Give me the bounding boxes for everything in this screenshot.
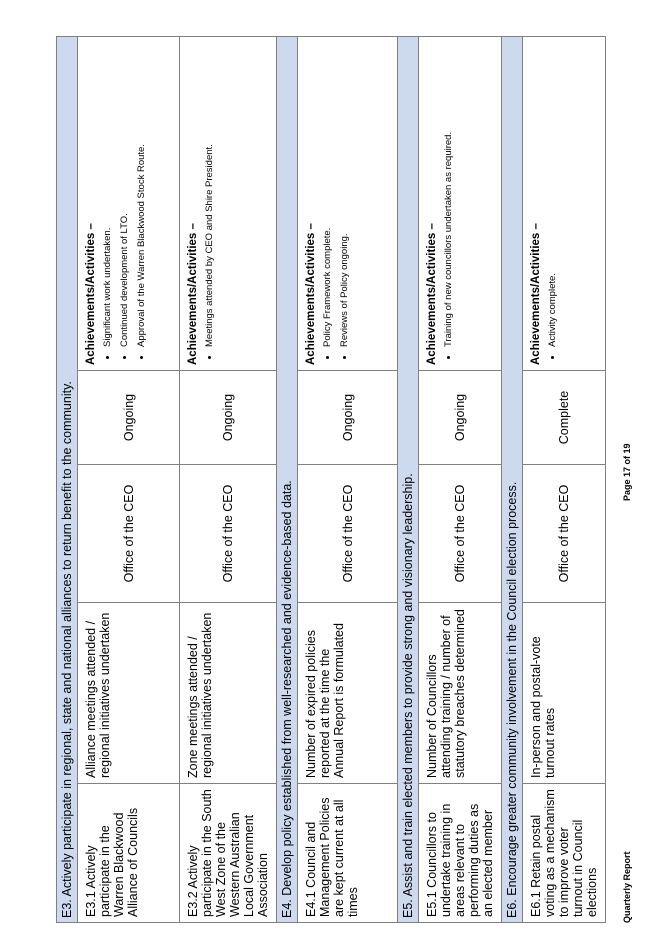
achievements-title: Achievements/Activities – bbox=[530, 223, 542, 365]
achievements-title: Achievements/Activities – bbox=[187, 223, 199, 365]
table-row bbox=[298, 36, 398, 922]
responsibility-cell: Office of the CEO bbox=[523, 465, 606, 603]
achievements-title: Achievements/Activities – bbox=[85, 223, 97, 365]
responsibility-cell: Office of the CEO bbox=[180, 465, 277, 603]
achievements-cell bbox=[78, 36, 180, 370]
list-item: • Approval of the Warren Blackwood Stock Route. bbox=[136, 42, 148, 347]
list-item: • Continued development of LTO. bbox=[119, 42, 131, 347]
achievements-cell bbox=[298, 36, 398, 370]
table-row bbox=[180, 36, 277, 922]
objective-cell: E3.1 Actively participate in the Warren Blackwood Alliance of Councils bbox=[78, 784, 180, 923]
achievements-title: Achievements/Activities – bbox=[305, 223, 317, 365]
list-item: • Meetings attended by CEO and Shire President. bbox=[204, 42, 216, 347]
status-cell: Ongoing bbox=[419, 371, 502, 465]
objective-cell: E6.1 Retain postal voting as a mechanism to improve voter turnout in Council elections bbox=[523, 784, 606, 923]
status-cell: Ongoing bbox=[78, 371, 180, 465]
section-heading-row bbox=[502, 36, 523, 922]
page-number: Page 17 of 19 bbox=[622, 443, 632, 501]
status-cell: Ongoing bbox=[298, 371, 398, 465]
section-heading-row bbox=[277, 36, 298, 922]
objective-cell: E4.1 Council and Management Policies are kept current at all times bbox=[298, 784, 398, 923]
objective-cell: E3.2 Actively participate in the South West Zone of the Western Australian Local Government Association bbox=[180, 784, 277, 923]
list-item: • Reviews of Policy ongoing. bbox=[339, 42, 351, 347]
footer-report-title: Quarterly Report bbox=[622, 851, 632, 923]
responsibility-cell: Office of the CEO bbox=[419, 465, 502, 603]
table-row bbox=[419, 36, 502, 922]
measure-cell: Number of Councillors attending training / number of statutory breaches determined bbox=[419, 603, 502, 784]
measure-cell: Alliance meetings attended / regional initiatives undertaken bbox=[78, 603, 180, 784]
responsibility-cell: Office of the CEO bbox=[298, 465, 398, 603]
achievements-list bbox=[322, 42, 351, 365]
list-item: • Policy Framework complete. bbox=[322, 42, 334, 347]
measure-cell: In-person and postal-vote turnout rates bbox=[523, 603, 606, 784]
section-heading: E5. Assist and train elected members to provide strong and visionary leadership. bbox=[398, 36, 419, 922]
achievements-list bbox=[204, 42, 216, 365]
achievements-list bbox=[102, 42, 148, 365]
list-item: • Activity complete. bbox=[547, 42, 559, 347]
achievements-cell bbox=[180, 36, 277, 370]
section-heading-row bbox=[398, 36, 419, 922]
status-cell: Complete bbox=[523, 371, 606, 465]
list-item: • Training of new councillors undertaken as required. bbox=[443, 42, 455, 347]
section-heading: E6. Encourage greater community involvement in the Council election process. bbox=[502, 36, 523, 922]
achievements-title: Achievements/Activities – bbox=[426, 223, 438, 365]
table-row bbox=[523, 36, 606, 922]
status-cell: Ongoing bbox=[180, 371, 277, 465]
strategic-objectives-table bbox=[56, 36, 606, 923]
achievements-cell bbox=[419, 36, 502, 370]
achievements-cell bbox=[523, 36, 606, 370]
responsibility-cell: Office of the CEO bbox=[78, 465, 180, 603]
achievements-list bbox=[547, 42, 559, 365]
objective-cell: E5.1 Councillors to undertake training in areas relevant to performing duties as an elected member bbox=[419, 784, 502, 923]
measure-cell: Number of expired policies reported at the time the Annual Report is formulated bbox=[298, 603, 398, 784]
measure-cell: Zone meetings attended / regional initiatives undertaken bbox=[180, 603, 277, 784]
section-heading: E4. Develop policy established from well-researched and evidence-based data. bbox=[277, 36, 298, 922]
list-item: • Significant work undertaken. bbox=[102, 42, 114, 347]
table-row bbox=[78, 36, 180, 922]
section-heading: E3. Actively participate in regional, state and national alliances to return benefit to the community. bbox=[57, 36, 78, 922]
achievements-list bbox=[443, 42, 455, 365]
section-heading-row bbox=[57, 36, 78, 922]
